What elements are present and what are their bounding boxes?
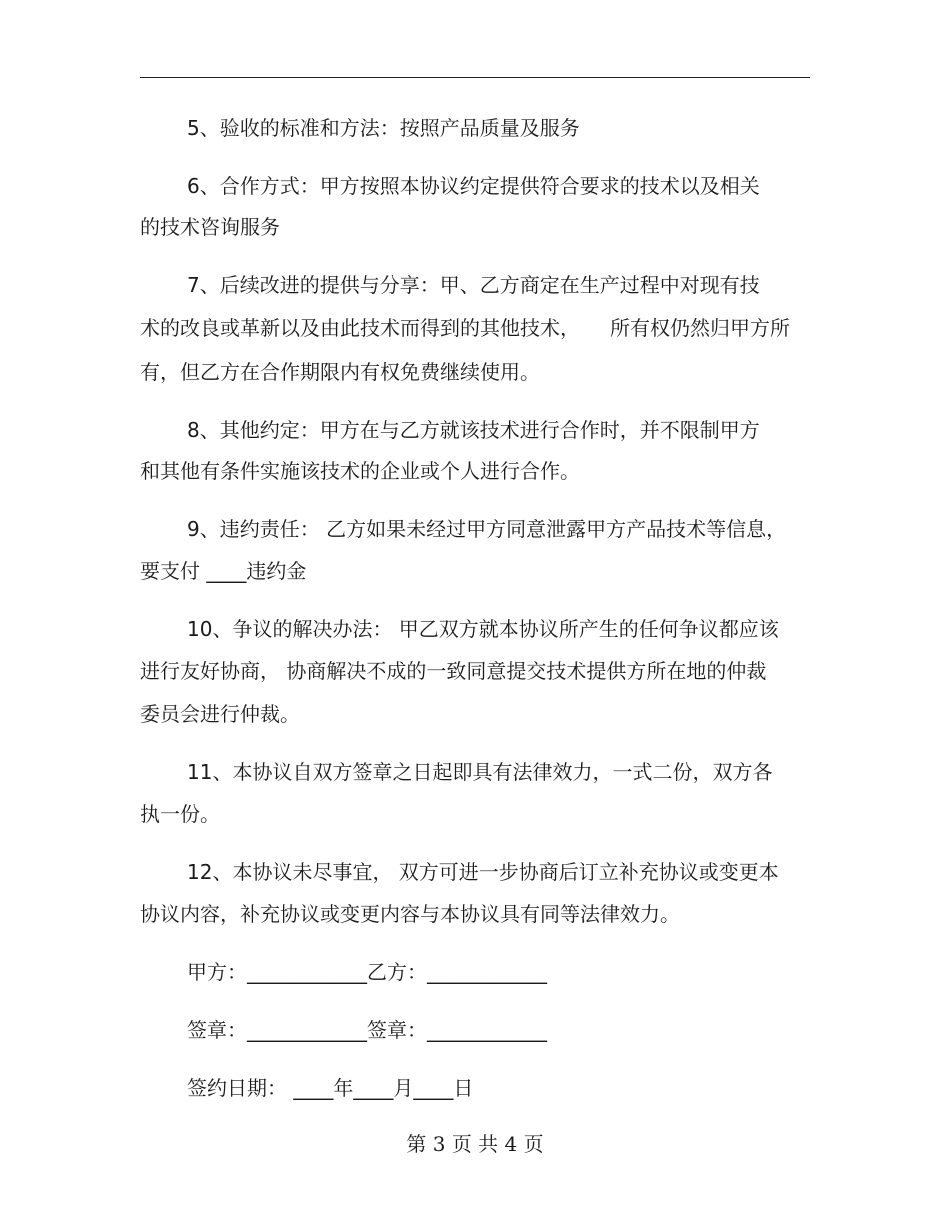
clause-11-line-2: 执一份。	[140, 802, 220, 826]
clause-11-line-1: 11、本协议自双方签章之日起即具有法律效力，一式二份，双方各	[187, 760, 773, 784]
clause-8-line-2: 和其他有条件实施该技术的企业或个人进行合作。	[140, 459, 580, 483]
page-number-footer: 第 3 页 共 4 页	[406, 1132, 544, 1156]
clause-10-line-3: 委员会进行仲裁。	[140, 702, 300, 726]
clause-9-line-1: 9、违约责任： 乙方如果未经过甲方同意泄露甲方产品技术等信息，	[187, 517, 787, 541]
clause-6-line-2: 的技术咨询服务	[140, 215, 280, 239]
clause-7-line-2: 术的改良或革新以及由此技术而得到的其他技术， 所有权仍然归甲方所	[140, 316, 790, 340]
clause-10-line-2: 进行友好协商， 协商解决不成的一致同意提交技术提供方所在地的仲裁	[140, 659, 767, 683]
header-rule	[140, 77, 810, 78]
clause-12-line-2: 协议内容，补充协议或变更内容与本协议具有同等法律效力。	[140, 902, 680, 926]
clause-7-line-1: 7、后续改进的提供与分享：甲、乙方商定在生产过程中对现有技	[187, 273, 760, 297]
signature-party-line: 甲方：____________乙方：____________	[187, 960, 547, 984]
clause-10-line-1: 10、争议的解决办法： 甲乙双方就本协议所产生的任何争议都应该	[187, 617, 779, 641]
signature-seal-line: 签章：____________签章：____________	[187, 1018, 547, 1042]
clause-9-line-2: 要支付 ____违约金	[140, 559, 307, 583]
clause-6-line-1: 6、合作方式：甲方按照本协议约定提供符合要求的技术以及相关	[187, 174, 760, 198]
clause-8-line-1: 8、其他约定：甲方在与乙方就该技术进行合作时，并不限制甲方	[187, 418, 760, 442]
signature-date-line: 签约日期： ____年____月____日	[187, 1076, 474, 1100]
clause-7-line-3: 有，但乙方在合作期限内有权免费继续使用。	[140, 360, 540, 384]
clause-5-line-1: 5、验收的标准和方法：按照产品质量及服务	[187, 116, 580, 140]
clause-12-line-1: 12、本协议未尽事宜， 双方可进一步协商后订立补充协议或变更本	[187, 860, 779, 884]
